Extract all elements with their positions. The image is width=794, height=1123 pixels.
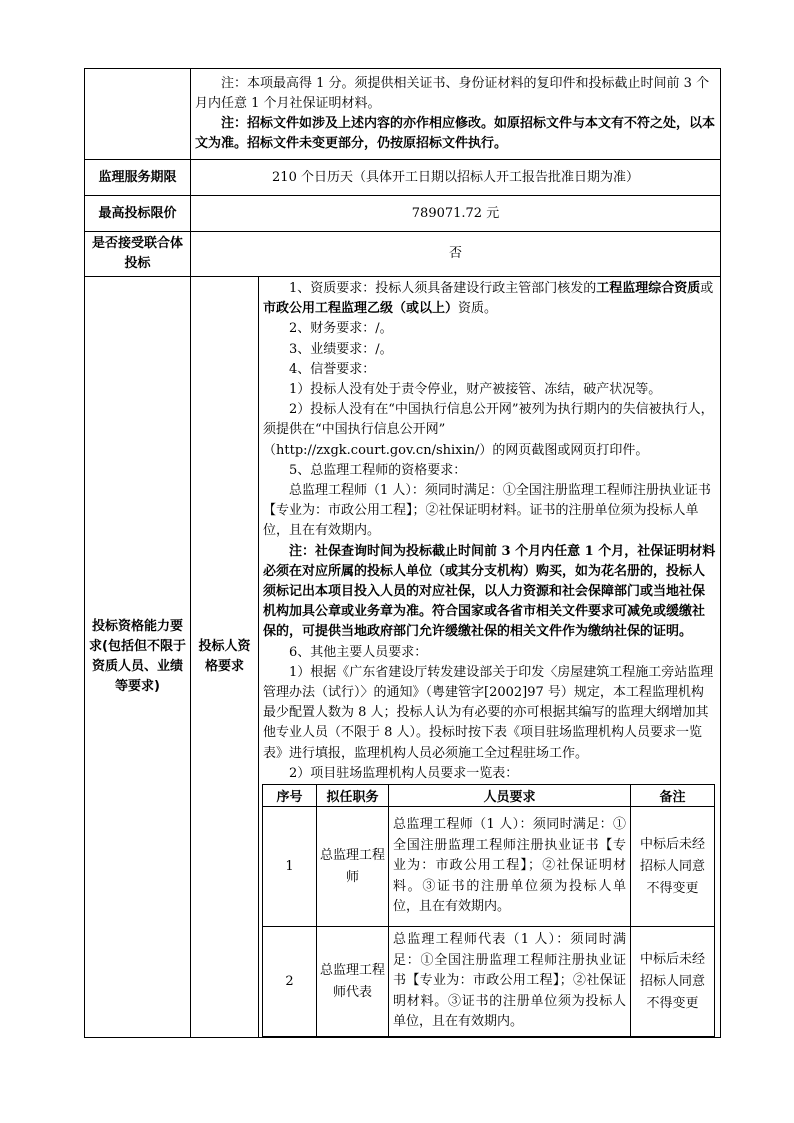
req-qualification-text: 1、资质要求：投标人须具备建设行政主管部门核发的	[289, 281, 597, 296]
row-position: 总监理工程师代表	[317, 927, 389, 1037]
service-period-value: 210 个日历天（具体开工日期以招标人开工报告批准日期为准）	[191, 160, 721, 196]
req-other-staff: 6、其他主要人员要求：	[289, 644, 428, 660]
service-period-row	[85, 160, 721, 196]
req-qualification-comprehensive: 工程监理综合资质	[596, 281, 701, 296]
row-no: 1	[263, 807, 317, 927]
document-page	[84, 68, 720, 1038]
header-requirement: 人员要求	[389, 785, 631, 807]
qualification-label: 投标资格能力要求(包括但不限于资质人员、业绩等要求)	[85, 277, 191, 1038]
note-1: 注：本项最高得 1 分。须提供相关证书、身份证材料的复印件和投标截止时间前 3 个月内任意 1 个月社保证明材料。	[195, 75, 710, 111]
staff-table-header	[263, 785, 715, 807]
tender-info-table	[84, 68, 721, 1038]
req-qualification-municipal: 市政公用工程监理乙级（或以上）	[263, 301, 459, 317]
max-price-row	[85, 196, 721, 232]
consortium-value: 否	[191, 232, 721, 277]
max-price-value: 789071.72 元	[191, 196, 721, 232]
row-remark: 中标后未经招标人同意不得变更	[631, 927, 715, 1037]
consortium-row	[85, 232, 721, 277]
row-requirement: 总监理工程师（1 人）：须同时满足：①全国注册监理工程师注册执业证书【专业为：市政公用工程】；②社保证明材料。③证书的注册单位须为投标人单位，且在有效期内。	[389, 807, 631, 927]
consortium-label: 是否接受联合体投标	[85, 232, 191, 277]
req-credit-2: 2）投标人没有在“中国执行信息公开网”被列为执行期内的失信被执行人，须提供在“中国执行信息公开网”	[263, 402, 714, 438]
table-row	[263, 807, 715, 927]
req-other-staff-1: 1）根据《广东省建设厅转发建设部关于印发〈房屋建筑工程施工旁站监理管理办法（试行）〉的通知》（粤建管字[2002]97 号）规定，本工程监理机构最少配置人数为 8 人；投标人认为有必要的亦可根据其编写的监理大纲增加其他专业人员（不限于 8 人）。投标时按下表《项目驻场监理机构人员要求一览表》进行填报，监理机构人员必须施工全过程驻场工作。	[263, 664, 714, 761]
service-period-label: 监理服务期限	[85, 160, 191, 196]
req-finance: 2、财务要求：/。	[289, 321, 393, 337]
row-position: 总监理工程师	[317, 807, 389, 927]
req-performance: 3、业绩要求：/。	[289, 341, 393, 357]
row-no: 2	[263, 927, 317, 1037]
max-price-label: 最高投标限价	[85, 196, 191, 232]
req-chief-engineer: 5、总监理工程师的资格要求：	[289, 462, 467, 478]
notes-label-cell	[85, 69, 191, 160]
row-remark: 中标后未经招标人同意不得变更	[631, 807, 715, 927]
header-position: 拟任职务	[317, 785, 389, 807]
req-chief-engineer-detail: 总监理工程师（1 人）：须同时满足：①全国注册监理工程师注册执业证书【专业为：市政公用工程】；②社保证明材料。证书的注册单位须为投标人单位，且在有效期内。	[263, 483, 711, 539]
qualification-sublabel: 投标人资格要求	[191, 277, 259, 1038]
notes-cell	[191, 69, 721, 160]
req-credit: 4、信誉要求：	[289, 361, 376, 377]
req-social-security-note: 注：社保查询时间为投标截止时间前 3 个月内任意 1 个月，社保证明材料必须在对应所属的投标人单位（或其分支机构）购买，如为花名册的，投标人须标记出本项目投入人员的对应社保，以人力资源和社会保障部门或当地社保机构加具公章或业务章为准。符合国家或各省市相关文件要求可减免或缓缴社保的，可提供当地政府部门允许缓缴社保的相关文件作为缴纳社保的证明。	[263, 543, 716, 640]
req-credit-1: 1）投标人没有处于责令停业，财产被接管、冻结，破产状况等。	[289, 382, 662, 398]
qualification-row	[85, 277, 721, 1038]
req-credit-3: （http://zxgk.court.gov.cn/shixin/）的网页截图或网页打印件。	[263, 442, 649, 458]
notes-row	[85, 69, 721, 160]
header-no: 序号	[263, 785, 317, 807]
row-requirement: 总监理工程师代表（1 人）：须同时满足：①全国注册监理工程师注册执业证书【专业为：市政公用工程】；②社保证明材料。③证书的注册单位须为投标人单位，且在有效期内。	[389, 927, 631, 1037]
header-remark: 备注	[631, 785, 715, 807]
req-qualification	[263, 279, 716, 319]
table-row	[263, 927, 715, 1037]
req-other-staff-2: 2）项目驻场监理机构人员要求一览表：	[289, 765, 519, 781]
req-qualification-end: 资质。	[458, 301, 498, 317]
staff-requirements-table	[262, 784, 715, 1037]
note-2: 注：招标文件如涉及上述内容的亦作相应修改。如原招标文件与本文有不符之处，以本文为准。招标文件未变更部分，仍按原招标文件执行。	[195, 116, 716, 152]
req-qualification-or: 或	[700, 281, 714, 296]
qualification-requirements	[259, 277, 721, 1038]
